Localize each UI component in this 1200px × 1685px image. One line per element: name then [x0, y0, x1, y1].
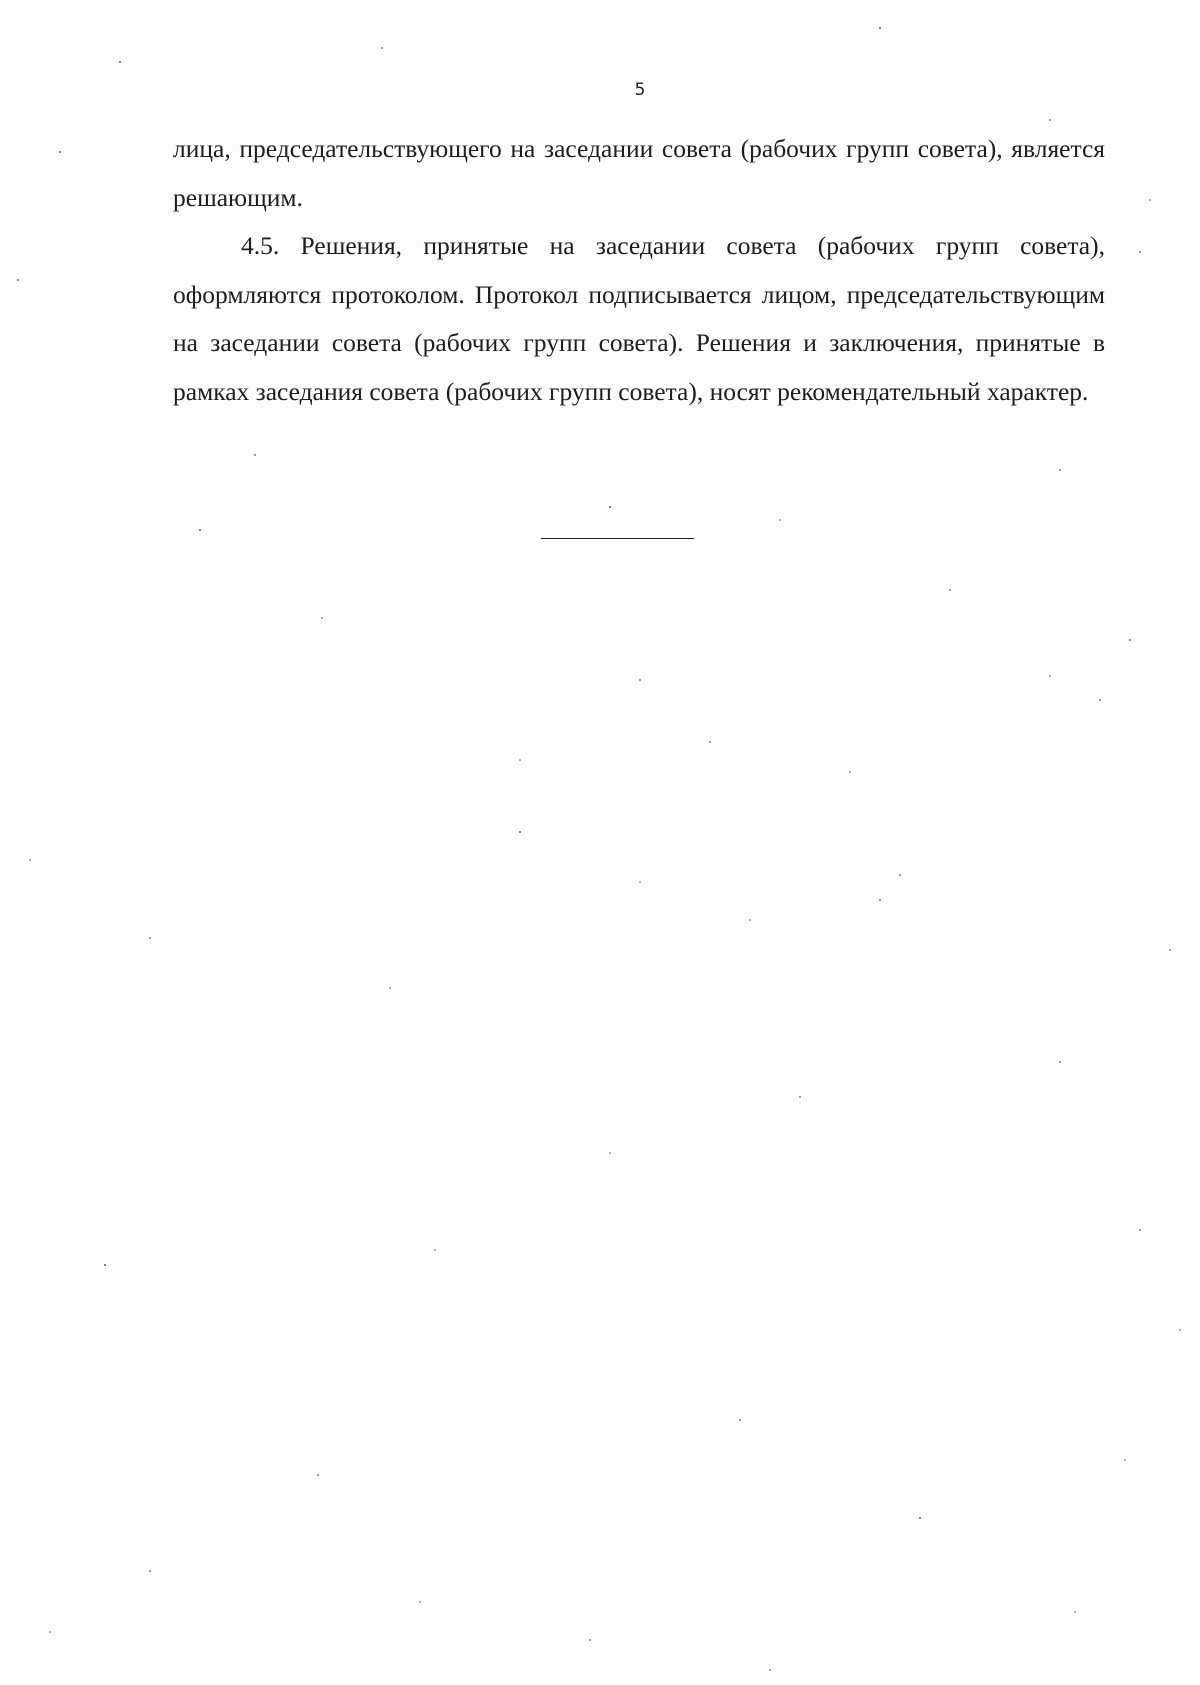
end-of-document-line [541, 538, 694, 539]
document-body [173, 125, 1105, 416]
paragraph-continuation: лица, председательствующего на заседании совета (рабочих групп совета), является решающим. [173, 134, 1105, 212]
paragraph-4-5: 4.5. Решения, принятые на заседании совета (рабочих групп совета), оформляются протоколом. Протокол подписывается лицом, председательствующим на заседании совета (рабочих групп совета). Решения и заключения, принятые в рамках заседания совета (рабочих групп совета), носят рекомендательный характер. [173, 231, 1105, 406]
page-number: 5 [634, 80, 646, 100]
